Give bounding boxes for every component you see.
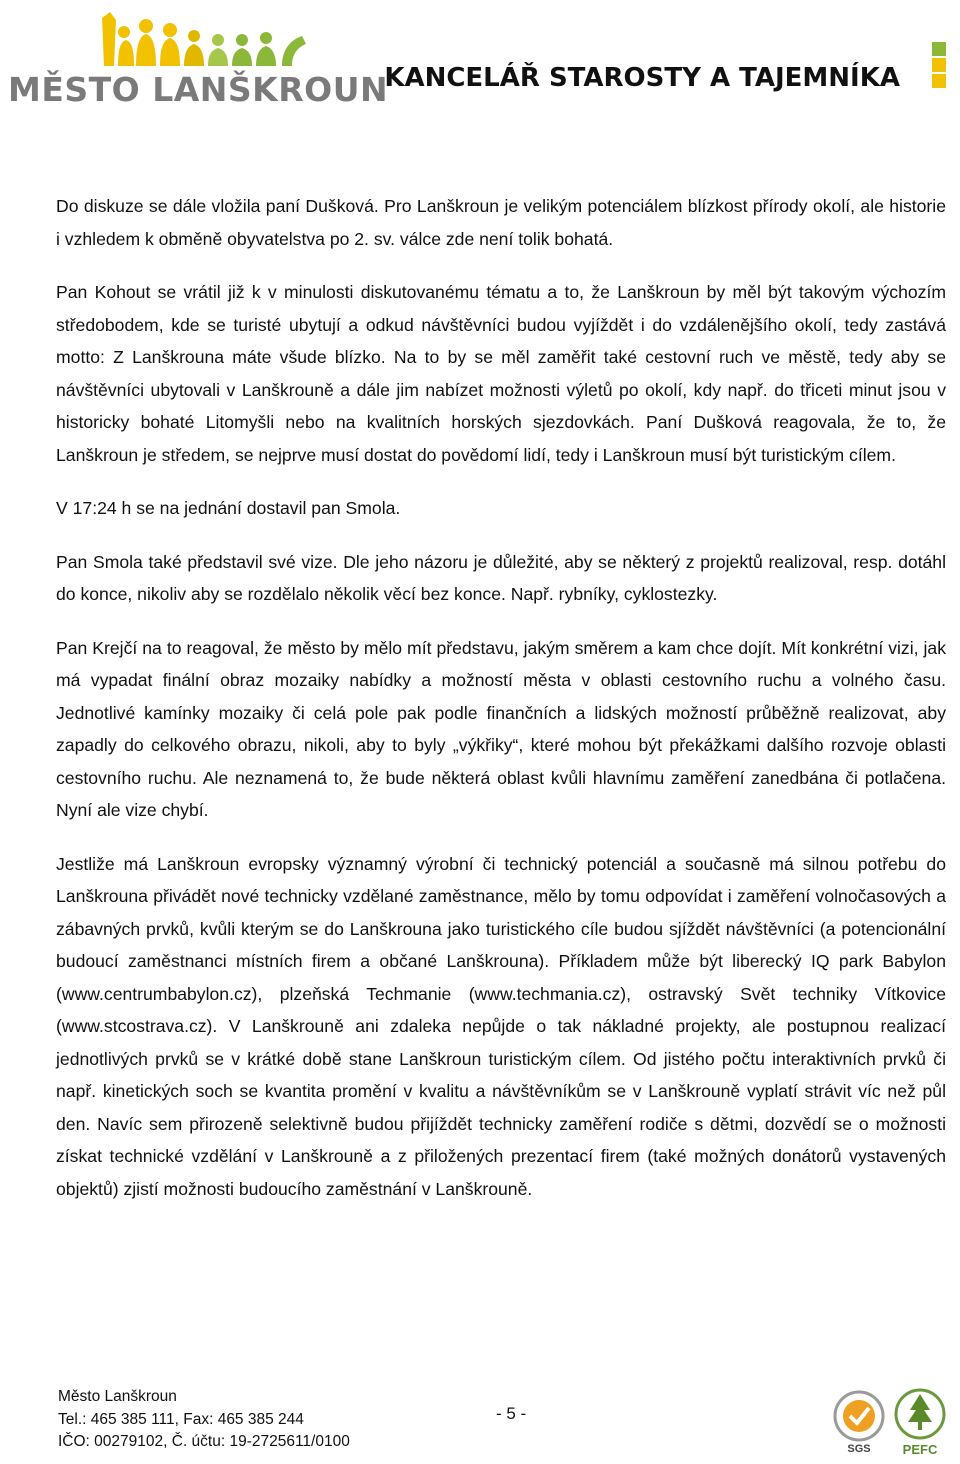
- footer-ico: IČO: 00279102, Č. účtu: 19-2725611/0100: [58, 1433, 350, 1450]
- page-number: - 5 -: [496, 1404, 527, 1423]
- sgs-label: SGS: [847, 1443, 871, 1455]
- paragraph: Do diskuze se dále vložila paní Dušková. Pro Lanškroun je velikým potenciálem blízkost přírody okolí, ale historie i vzhledem k obměně obyvatelstva po 2. sv. válce zde není tolik bohatá.: [56, 196, 946, 249]
- logo-text: MĚSTO LANŠKROUN: [8, 70, 389, 109]
- page-title: KANCELÁŘ STAROSTY A TAJEMNÍKA: [384, 63, 900, 93]
- document-body: [56, 190, 946, 1226]
- paragraph: V 17:24 h se na jednání dostavil pan Smola.: [56, 498, 401, 518]
- pefc-logo-icon: [890, 1386, 950, 1458]
- footer-tel: Tel.: 465 385 111, Fax: 465 385 244: [58, 1410, 304, 1428]
- city-logo: [6, 10, 389, 125]
- paragraph: Pan Kohout se vrátil již k v minulosti diskutovanému tématu a to, že Lanškroun by měl být takovým výchozím středobodem, kde se turisté ubytují a odkud návštěvníci budou vyjíždět i do vzdálenějšího okolí, tedy zastává motto: Z Lanškrouna máte všude blízko. Na to by se měl zaměřit také cestovní ruch ve městě, tedy aby se návštěvníci ubytovali v Lanškrouně a dále jim nabízet možnosti výletů po okolí, kdy např. do třiceti minut jsou v historicky bohaté Litomyšli nebo na kvalitních horských sjezdovkách. Paní Dušková reagovala, že to, že Lanškroun je středem, se nejprve musí dostat do povědomí lidí, tedy i Lanškroun musí být turistickým cílem.: [56, 282, 946, 465]
- paragraph: Pan Smola také představil své vize. Dle jeho názoru je důležité, aby se některý z projektů realizoval, resp. dotáhl do konce, nikoliv aby se rozdělalo několik věcí bez konce. Např. rybníky, cyklostezky.: [56, 551, 946, 604]
- footer-contact: [58, 1386, 350, 1454]
- pefc-label: PEFC: [902, 1442, 938, 1457]
- page-header: [0, 0, 960, 130]
- footer-org: Město Lanškroun: [58, 1388, 177, 1405]
- paragraph: Pan Krejčí na to reagoval, že město by mělo mít představu, jakým směrem a kam chce dojít. Mít konkrétní vizi, jak má vypadat finální obraz mozaiky nabídky a možností města v oblasti cestovního ruchu a volného času. Jednotlivé kamínky mozaiky či celá pole pak podle finančních a lidských možností průběžně realizovat, aby zapadly do celkového obrazu, nikoli, aby to byly „výkřiky“, které mohou být překážkami dalšího rozvoje oblasti cestovního ruchu. Ale neznamená to, že bude některá oblast kvůli hlavnímu zaměření zanedbána či potlačena. Nyní ale vize chybí.: [56, 637, 946, 820]
- corner-squares-icon: [912, 42, 948, 88]
- sgs-certification-icon: [828, 1386, 890, 1456]
- page-footer: [0, 1382, 960, 1464]
- paragraph: Jestliže má Lanškroun evropsky významný výrobní či technický potenciál a současně má silnou potřebu do Lanškrouna přivádět nové technicky vzdělané zaměstnance, mělo by tomu odpovídat i zaměření volnočasových a zábavných prvků, kvůli kterým se do Lanškrouna jako turistického cíle budou sjíždět návštěvníci (a potencionální budoucí zaměstnanci místních firem a občané Lanškrouna). Příkladem může být liberecký IQ park Babylon (www.centrumbabylon.cz), plzeňská Techmanie (www.techmania.cz), ostravský Svět techniky Vítkovice (www.stcostrava.cz). V Lanškrouně ani zdaleka nepůjde o tak nákladné projekty, ale postupnou realizací jednotlivých prvků se v krátké době stane Lanškroun turistickým cílem. Od jistého počtu interaktivních prvků či např. kinetických soch se kvantita promění v kvalitu a návštěvníkům se v Lanškrouně vyplatí strávit víc než půl den. Navíc sem přirozeně selektivně budou přijíždět technicky zaměření rodiče s dětmi, dozvědí se o možnosti získat technické vzdělání v Lanškrouně a z přiložených prezentací firem (také možných donátorů vystavených objektů) zjistí možnosti budoucího zaměstnání v Lanškrouně.: [56, 853, 946, 1199]
- logo-figures-icon: [6, 10, 326, 70]
